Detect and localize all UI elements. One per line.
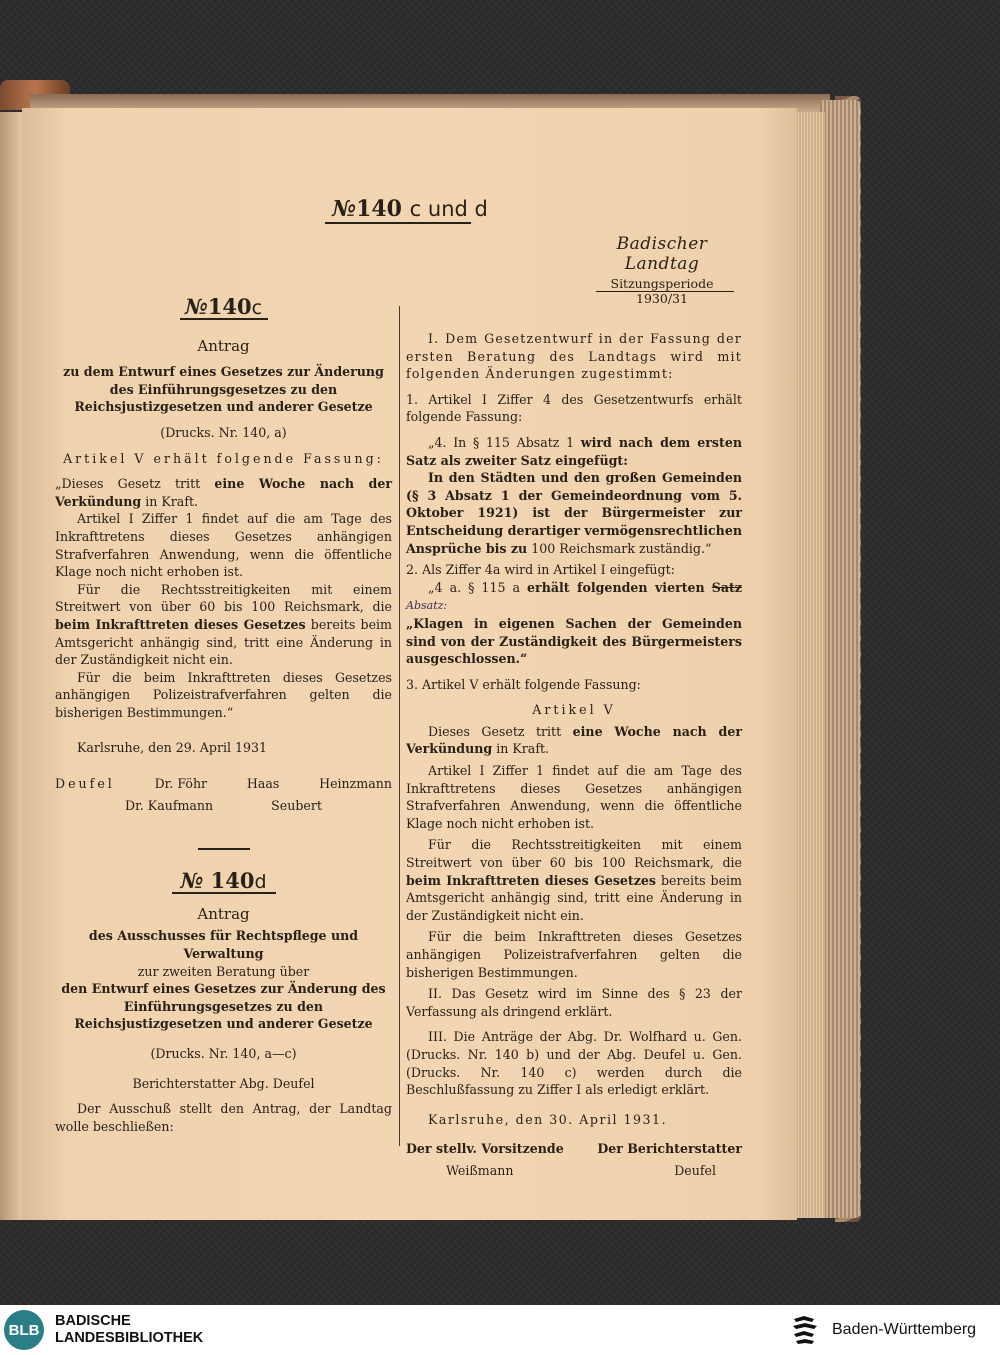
right-paragraph-3 xyxy=(406,836,742,924)
number-sign: № xyxy=(332,196,357,222)
document-number-heading xyxy=(325,196,495,222)
signature-name-left: Weißmann xyxy=(446,1162,514,1178)
handwritten-correction: Absatz: xyxy=(406,599,448,613)
section-140d-line-1: des Ausschusses für Rechtspflege und Verwaltung xyxy=(88,928,359,962)
signers-row-1 xyxy=(55,775,392,793)
bold-text: beim Inkrafttreten dieses Gesetzes xyxy=(406,872,657,888)
right-item-1-quote-cont xyxy=(406,469,742,557)
text: in Kraft. xyxy=(492,741,550,757)
text: Dieses Gesetz tritt xyxy=(428,723,573,739)
section-140c-intro: zu dem Entwurf eines Gesetzes zur Änderung des Einführungsgesetzes zu den Reichsjustizgesetzen und anderer Gesetze xyxy=(63,364,384,415)
number: 140 xyxy=(210,868,255,894)
page-stack xyxy=(795,112,825,1218)
bold-text: erhält folgenden vierten xyxy=(527,579,705,595)
heading-underline xyxy=(325,222,471,224)
right-item-2: 2. Als Ziffer 4a wird in Artikel I eingefügt: xyxy=(406,562,675,578)
right-paragraph-2: Artikel I Ziffer 1 findet auf die am Tage des Inkrafttretens dieses Gesetzes anhängigen Strafverfahren Anwendung, wenn die öffentliche Klage noch nicht erhoben ist. xyxy=(406,763,742,831)
bold-text: eine Woche nach der Verkündung xyxy=(55,476,392,509)
section-140d-paragraph-1: Der Ausschuß stellt den Antrag, der Landtag wolle beschließen: xyxy=(55,1101,392,1134)
section-140d-drucks: (Drucks. Nr. 140, a—c) xyxy=(150,1046,297,1061)
right-item-3: 3. Artikel V erhält folgende Fassung: xyxy=(406,676,641,692)
section-140c-paragraph-1 xyxy=(55,475,392,510)
column-divider xyxy=(399,306,400,1146)
signer: Seubert xyxy=(271,797,322,813)
struck-text: Satz xyxy=(711,579,742,595)
section-140c-place-date: Karlsruhe, den 29. April 1931 xyxy=(77,740,268,756)
document-page xyxy=(22,108,797,1220)
number-sign: № xyxy=(180,868,204,894)
right-section-ii: II. Das Gesetz wird im Sinne des § 23 der Verfassung als dringend erklärt. xyxy=(406,986,742,1019)
signature-name-right: Deufel xyxy=(674,1162,716,1178)
right-place-date: Karlsruhe, den 30. April 1931. xyxy=(428,1111,668,1127)
signature-title-left: Der stellv. Vorsitzende xyxy=(406,1141,564,1157)
landtag-underline xyxy=(596,291,734,292)
section-140c-number xyxy=(55,294,392,319)
right-item-2-quote xyxy=(406,579,742,615)
signer: Dr. Kaufmann xyxy=(125,797,214,813)
right-item-2-quote-cont: „Klagen in eigenen Sachen der Gemeinden sind von der Zuständigkeit des Bürgermeisters ausgeschlossen.“ xyxy=(406,615,742,667)
number-suffix: d xyxy=(254,871,267,894)
coat-of-arms-icon xyxy=(790,1313,820,1347)
landtag-session: Sitzungsperiode xyxy=(610,276,714,291)
text: „4. In § 115 Absatz 1 xyxy=(428,434,581,450)
right-paragraph-4: Für die beim Inkrafttreten dieses Gesetzes anhängigen Polizeistrafverfahren gelten die bisherigen Bestimmungen. xyxy=(406,929,742,980)
number-suffix: c xyxy=(251,297,263,319)
text: Für die Rechtsstreitigkeiten mit einem Streitwert von über 60 bis 100 Reichsmark, die xyxy=(406,837,742,871)
text: „Dieses Gesetz tritt xyxy=(55,476,215,492)
signature-titles xyxy=(406,1140,742,1158)
right-item-1-quote xyxy=(406,434,742,469)
left-column xyxy=(55,294,392,1135)
text: Für die Rechtsstreitigkeiten mit einem Streitwert von über 60 bis 100 Reichsmark, die xyxy=(55,581,392,615)
section-140c-heading: Antrag xyxy=(197,336,250,355)
right-column xyxy=(406,330,742,1180)
text: 100 Reichsmark zuständig.“ xyxy=(527,540,712,556)
number: 140 xyxy=(356,196,402,222)
section-140c-paragraph-4: Für die beim Inkrafttreten dieses Gesetzes anhängigen Polizeistrafverfahren gelten die bisherigen Bestimmungen.“ xyxy=(55,669,392,720)
section-140c-paragraph-3 xyxy=(55,581,392,669)
library-name[interactable] xyxy=(55,1313,203,1347)
number-suffix: c und d xyxy=(409,197,488,221)
blb-logo[interactable]: BLB xyxy=(4,1310,44,1350)
right-section-iii: III. Die Anträge der Abg. Dr. Wolfhard u. Gen. (Drucks. Nr. 140 b) und der Abg. Deufel u. Gen. (Drucks. Nr. 140 c) werden durch die Beschlußfassung zu Ziffer I als erledigt erklärt. xyxy=(406,1029,742,1098)
section-140c-artikel-line: Artikel V erhält folgende Fassung: xyxy=(63,450,384,466)
library-name-line-1: BADISCHE xyxy=(55,1313,131,1329)
library-name-line-2: LANDESBIBLIOTHEK xyxy=(55,1330,204,1346)
right-artikel-v: Artikel V xyxy=(532,702,616,718)
right-paragraph-1 xyxy=(406,723,742,758)
text: bereits beim Amtsgericht anhängig sind, tritt eine Änderung in der Zuständigkeit nicht ein. xyxy=(406,872,743,923)
right-item-1: 1. Artikel I Ziffer 4 des Gesetzentwurfs erhält folgende Fassung: xyxy=(406,391,742,425)
bold-text: wird nach dem ersten Satz als zweiter Satz eingefügt: xyxy=(406,434,742,468)
signature-title-right: Der Berichterstatter xyxy=(597,1141,742,1157)
section-140c-drucks: (Drucks. Nr. 140, a) xyxy=(160,424,287,440)
footer-bar xyxy=(0,1305,1000,1355)
section-140c-paragraph-2: Artikel I Ziffer 1 findet auf die am Tage des Inkrafttretens dieses Gesetzes anhängigen Strafverfahren Anwendung, wenn die öffentliche Klage noch nicht erhoben ist. xyxy=(55,511,392,580)
section-140d-reporter: Berichterstatter Abg. Deufel xyxy=(132,1075,315,1091)
landtag-years: 1930/31 xyxy=(636,291,688,306)
section-140d-line-3: den Entwurf eines Gesetzes zur Änderung des Einführungsgesetzes zu den Reichsjustizgesetzen und anderer Gesetze xyxy=(61,981,386,1032)
landtag-title: Badischer Landtag xyxy=(616,234,708,274)
signer: Haas xyxy=(246,776,280,792)
text: bereits beim Amtsgericht anhängig sind, tritt eine Änderung in der Zuständigkeit nicht ein. xyxy=(55,616,392,668)
signature-names xyxy=(406,1162,742,1180)
signers-row-2 xyxy=(55,797,392,815)
bold-text: In den Städten und den großen Gemeinden (§ 3 Absatz 1 der Gemeindeordnung vom 5. Oktober 1921) ist der Bürgermeister zur Entscheidung derartiger vermögensrechtlichen Ansprüche bis zu xyxy=(406,470,742,556)
section-separator xyxy=(198,848,250,850)
section-140d-line-2: zur zweiten Beratung über xyxy=(137,963,310,979)
previous-page-edge xyxy=(0,112,22,1220)
signer: Heinzmann xyxy=(319,776,392,792)
signer: Deufel xyxy=(55,776,115,792)
landtag-header xyxy=(582,234,742,306)
right-intro: I. Dem Gesetzentwurf in der Fassung der ersten Beratung des Landtags wird mit folgenden Änderungen zugestimmt: xyxy=(406,331,742,382)
section-140d-heading: Antrag xyxy=(197,904,250,923)
number-sign: № xyxy=(184,294,208,319)
book-page-edges xyxy=(820,100,860,1218)
state-name[interactable]: Baden-Württemberg xyxy=(832,1321,977,1338)
bold-text: eine Woche nach der Verkündung xyxy=(406,723,742,757)
bold-text: beim Inkrafttreten dieses Gesetzes xyxy=(55,616,306,632)
text: in Kraft. xyxy=(141,493,199,509)
signer: Dr. Föhr xyxy=(154,776,208,792)
section-140d-number xyxy=(55,868,392,894)
text: „4 a. § 115 a xyxy=(428,579,528,595)
number: 140 xyxy=(207,294,252,319)
